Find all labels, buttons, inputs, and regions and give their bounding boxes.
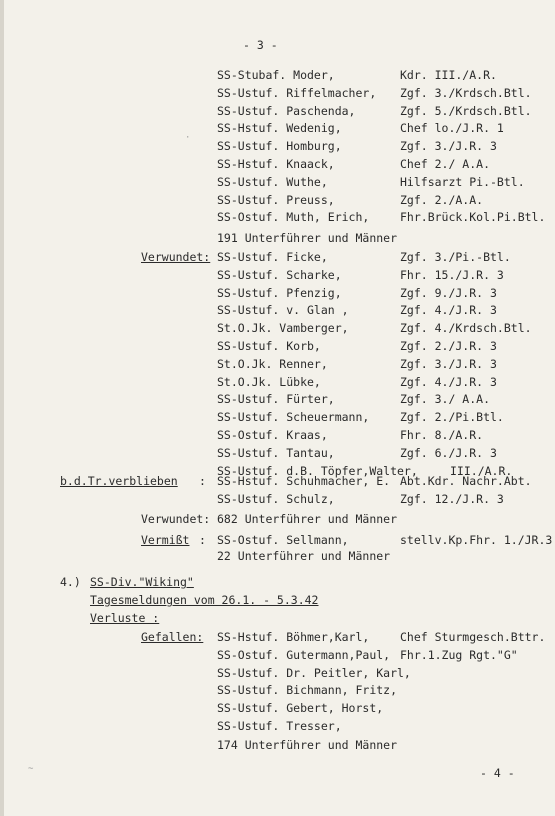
entry-name: SS-Ustuf. Dr. Peitler, Karl, (217, 665, 411, 680)
entry-unit: III./A.R. (450, 463, 513, 478)
entry-unit: Hilfsarzt Pi.-Btl. (400, 174, 525, 189)
total-fallen: 174 Unterführer und Männer (217, 738, 398, 752)
entry-unit: Kdr. III./A.R. (400, 68, 497, 82)
entry-unit: Zgf. 5./Krdsch.Btl. (400, 103, 532, 118)
entry-unit: Abt.Kdr. Nachr.Abt. (400, 474, 532, 488)
entry-unit: Zgf. 12./J.R. 3 (400, 491, 504, 506)
entry-name: SS-Ustuf. d.B. Töpfer,Walter, (217, 463, 418, 478)
entry-unit: Zgf. 4./J.R. 3 (400, 303, 497, 318)
entry-name: SS-Hstuf. Schuhmacher, E. (217, 474, 391, 488)
entry-name: SS-Ustuf. Pfenzig, (217, 285, 342, 300)
entry-name: SS-Ustuf. Tresser, (217, 719, 342, 733)
entry-name: SS-Ustuf. Schulz, (217, 491, 335, 506)
wounded-total-label: Verwundet: (141, 512, 211, 526)
entry-name: SS-Ustuf. Fürter, (217, 392, 335, 407)
entry-name: SS-Ustuf. Korb, (217, 339, 321, 353)
entry-unit: Fhr.Brück.Kol.Pi.Btl. (400, 210, 546, 225)
entry-name: SS-Ustuf. Tantau, (217, 445, 335, 460)
missing-total: 22 Unterführer und Männer (217, 549, 391, 563)
section-title: SS-Div."Wiking" (90, 575, 194, 589)
entry-unit: Fhr. 15./J.R. 3 (400, 267, 504, 282)
entry-name: SS-Ustuf. Gebert, Horst, (217, 701, 384, 716)
next-page-number: - 4 - (480, 766, 515, 780)
page-number: - 3 - (243, 38, 278, 52)
entry-unit: Zgf. 4./J.R. 3 (400, 374, 497, 389)
entry-name: St.O.Jk. Lübke, (217, 374, 321, 389)
entry-name: SS-Ustuf. Wuthe, (217, 174, 328, 189)
total-killed-1: 191 Unterführer und Männer (217, 231, 398, 245)
missing-colon: : (199, 533, 206, 547)
entry-name: SS-Ustuf. Scharke, (217, 267, 342, 282)
entry-name: SS-Ustuf. Paschenda, (217, 103, 356, 118)
entry-name: SS-Ustuf. Riffelmacher, (217, 85, 377, 100)
entry-unit: Zgf. 6./J.R. 3 (400, 445, 497, 460)
entry-unit: Zgf. 3./J.R. 3 (400, 356, 497, 371)
entry-unit: Chef Sturmgesch.Bttr. (400, 630, 546, 644)
fallen-label: Gefallen: (141, 630, 204, 644)
entry-unit: Zgf. 2./Pi.Btl. (400, 410, 504, 425)
entry-unit: Zgf. 2./A.A. (400, 192, 484, 207)
entry-unit: Fhr. 8./A.R. (400, 428, 484, 442)
page-edge-shadow (0, 0, 4, 816)
entry-unit: Zgf. 3./ A.A. (400, 392, 491, 407)
entry-unit: Zgf. 3./J.R. 3 (400, 139, 497, 154)
wounded-label: Verwundet: (141, 250, 211, 264)
losses-label: Verluste : (90, 611, 160, 625)
entry-name: St.O.Jk. Renner, (217, 356, 328, 371)
entry-name: SS-Ostuf. Kraas, (217, 428, 328, 442)
entry-name: SS-Hstuf. Böhmer,Karl, (217, 630, 370, 644)
wounded-total: 682 Unterführer und Männer (217, 512, 398, 526)
missing-unit: stellv.Kp.Fhr. 1./JR.3 (400, 533, 553, 547)
entry-unit: Zgf. 3./Krdsch.Btl. (400, 85, 532, 100)
entry-unit: Chef lo./J.R. 1 (400, 121, 504, 136)
entry-name: SS-Ustuf. Homburg, (217, 139, 342, 154)
entry-unit: Zgf. 3./Pi.-Btl. (400, 250, 511, 264)
entry-unit: Zgf. 2./J.R. 3 (400, 339, 497, 353)
remained-colon: : (199, 474, 206, 488)
entry-name: SS-Ostuf. Muth, Erich, (217, 210, 370, 225)
entry-name: SS-Ustuf. v. Glan , (217, 303, 349, 318)
ink-speck: · (185, 133, 191, 143)
entry-unit: Fhr.1.Zug Rgt."G" (400, 647, 518, 662)
entry-name: St.O.Jk. Vamberger, (217, 321, 349, 336)
remained-label: b.d.Tr.verblieben (60, 474, 178, 488)
entry-name: SS-Hstuf. Wedenig, (217, 121, 342, 136)
section-number: 4.) (60, 575, 81, 589)
entry-name: SS-Stubaf. Moder, (217, 68, 335, 82)
entry-name: SS-Ustuf. Scheuermann, (217, 410, 370, 425)
missing-label: Vermißt (141, 533, 190, 547)
entry-name: SS-Ustuf. Ficke, (217, 250, 328, 264)
ink-smudge: ~ (28, 764, 34, 774)
entry-unit: Zgf. 4./Krdsch.Btl. (400, 321, 532, 336)
entry-unit: Zgf. 9./J.R. 3 (400, 285, 497, 300)
entry-name: SS-Ustuf. Bichmann, Fritz, (217, 683, 398, 698)
entry-name: SS-Ostuf. Gutermann,Paul, (217, 647, 391, 662)
entry-unit: Chef 2./ A.A. (400, 157, 491, 171)
entry-name: SS-Ustuf. Preuss, (217, 192, 335, 207)
missing-name: SS-Ostuf. Sellmann, (217, 533, 349, 547)
entry-name: SS-Hstuf. Knaack, (217, 157, 335, 171)
reports-line: Tagesmeldungen vom 26.1. - 5.3.42 (90, 593, 319, 607)
